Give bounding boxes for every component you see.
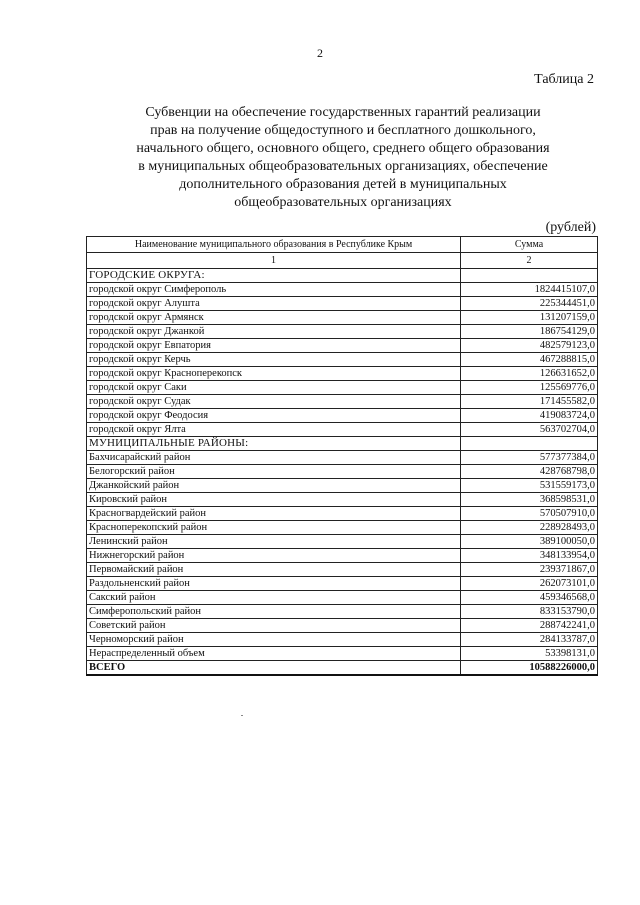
amount-cell: 288742241,0 [461,619,598,633]
table-row [87,409,598,423]
amount-cell: 389100050,0 [461,535,598,549]
table-row [87,493,598,507]
municipality-name-cell: городской округ Евпатория [87,339,461,353]
table-row [87,633,598,647]
municipality-name-cell: Красногвардейский район [87,507,461,521]
municipality-name-cell: городской округ Красноперекопск [87,367,461,381]
amount-cell: 10588226000,0 [461,661,598,676]
table-row [87,367,598,381]
municipality-name-cell: Симферопольский район [87,605,461,619]
amount-cell: 833153790,0 [461,605,598,619]
table-row [87,605,598,619]
table-row [87,353,598,367]
table-row [87,535,598,549]
table-row [87,297,598,311]
municipality-name-cell: Нераспределенный объем [87,647,461,661]
municipality-name-cell: городской округ Керчь [87,353,461,367]
section-row [87,269,598,283]
amount-cell: 1824415107,0 [461,283,598,297]
amount-cell: 186754129,0 [461,325,598,339]
table-row [87,563,598,577]
amount-cell: 126631652,0 [461,367,598,381]
amount-cell: 563702704,0 [461,423,598,437]
municipality-name-cell: Ленинский район [87,535,461,549]
title-line: Субвенции на обеспечение государственных гарантий реализации [145,105,541,120]
table-row [87,521,598,535]
municipality-name-cell: МУНИЦИПАЛЬНЫЕ РАЙОНЫ: [87,437,461,451]
table-row [87,423,598,437]
table-header-row [87,237,598,253]
municipality-name-cell: Белогорский район [87,465,461,479]
municipality-name-cell: Нижнегорский район [87,549,461,563]
table-row [87,451,598,465]
document-title [88,104,598,212]
amount-cell: 239371867,0 [461,563,598,577]
table-row [87,591,598,605]
amount-cell: 171455582,0 [461,395,598,409]
amount-cell: 262073101,0 [461,577,598,591]
amount-cell: 225344451,0 [461,297,598,311]
municipality-name-cell: ГОРОДСКИЕ ОКРУГА: [87,269,461,283]
municipality-name-cell: городской округ Судак [87,395,461,409]
header-value-cell: Сумма [461,237,598,253]
column-number-name: 1 [87,253,461,269]
page-number: 2 [317,46,323,60]
title-line: в муниципальных общеобразовательных организациях, обеспечение [138,159,548,174]
municipality-name-cell: городской округ Саки [87,381,461,395]
municipality-name-cell: городской округ Джанкой [87,325,461,339]
amount-cell: 570507910,0 [461,507,598,521]
section-row [87,437,598,451]
table-row [87,381,598,395]
header-name-cell: Наименование муниципального образования в Республике Крым [87,237,461,253]
municipality-name-cell: Раздольненский район [87,577,461,591]
amount-cell: 577377384,0 [461,451,598,465]
amount-cell [461,269,598,283]
total-row [87,661,598,676]
table-row [87,283,598,297]
table-row [87,465,598,479]
municipality-name-cell: Сакский район [87,591,461,605]
municipality-name-cell: городской округ Симферополь [87,283,461,297]
amount-cell: 531559173,0 [461,479,598,493]
table-row [87,507,598,521]
amount-cell: 131207159,0 [461,311,598,325]
amount-cell: 467288815,0 [461,353,598,367]
amount-cell: 459346568,0 [461,591,598,605]
table-row [87,311,598,325]
municipality-name-cell: Советский район [87,619,461,633]
table-row [87,479,598,493]
table-row [87,577,598,591]
municipality-name-cell: городской округ Феодосия [87,409,461,423]
amount-cell: 419083724,0 [461,409,598,423]
municipality-name-cell: Кировский район [87,493,461,507]
amount-cell: 53398131,0 [461,647,598,661]
municipality-name-cell: городской округ Алушта [87,297,461,311]
column-number-row [87,253,598,269]
amount-cell: 348133954,0 [461,549,598,563]
municipality-name-cell: Первомайский район [87,563,461,577]
municipality-name-cell: Черноморский район [87,633,461,647]
title-line: начального общего, основного общего, среднего общего образования [136,141,550,156]
table-row [87,339,598,353]
table-row [87,549,598,563]
municipality-name-cell: Красноперекопский район [87,521,461,535]
table-row [87,647,598,661]
amount-cell: 284133787,0 [461,633,598,647]
municipality-name-cell: Джанкойский район [87,479,461,493]
municipality-name-cell: Бахчисарайский район [87,451,461,465]
table-row [87,325,598,339]
amount-cell: 125569776,0 [461,381,598,395]
municipality-name-cell: городской округ Армянск [87,311,461,325]
municipality-name-cell: городской округ Ялта [87,423,461,437]
title-line: прав на получение общедоступного и бесплатного дошкольного, [150,123,536,138]
table-label: Таблица 2 [534,72,594,87]
units-label: (рублей) [545,220,596,235]
scan-artifact [241,715,243,716]
amount-cell: 482579123,0 [461,339,598,353]
amount-cell: 368598531,0 [461,493,598,507]
amount-cell: 228928493,0 [461,521,598,535]
amount-cell [461,437,598,451]
title-line: дополнительного образования детей в муниципальных [179,177,507,192]
subsidies-table [86,236,598,676]
title-line: общеобразовательных организациях [234,195,452,210]
table-row [87,619,598,633]
table-row [87,395,598,409]
municipality-name-cell: ВСЕГО [87,661,461,676]
amount-cell: 428768798,0 [461,465,598,479]
column-number-value: 2 [461,253,598,269]
